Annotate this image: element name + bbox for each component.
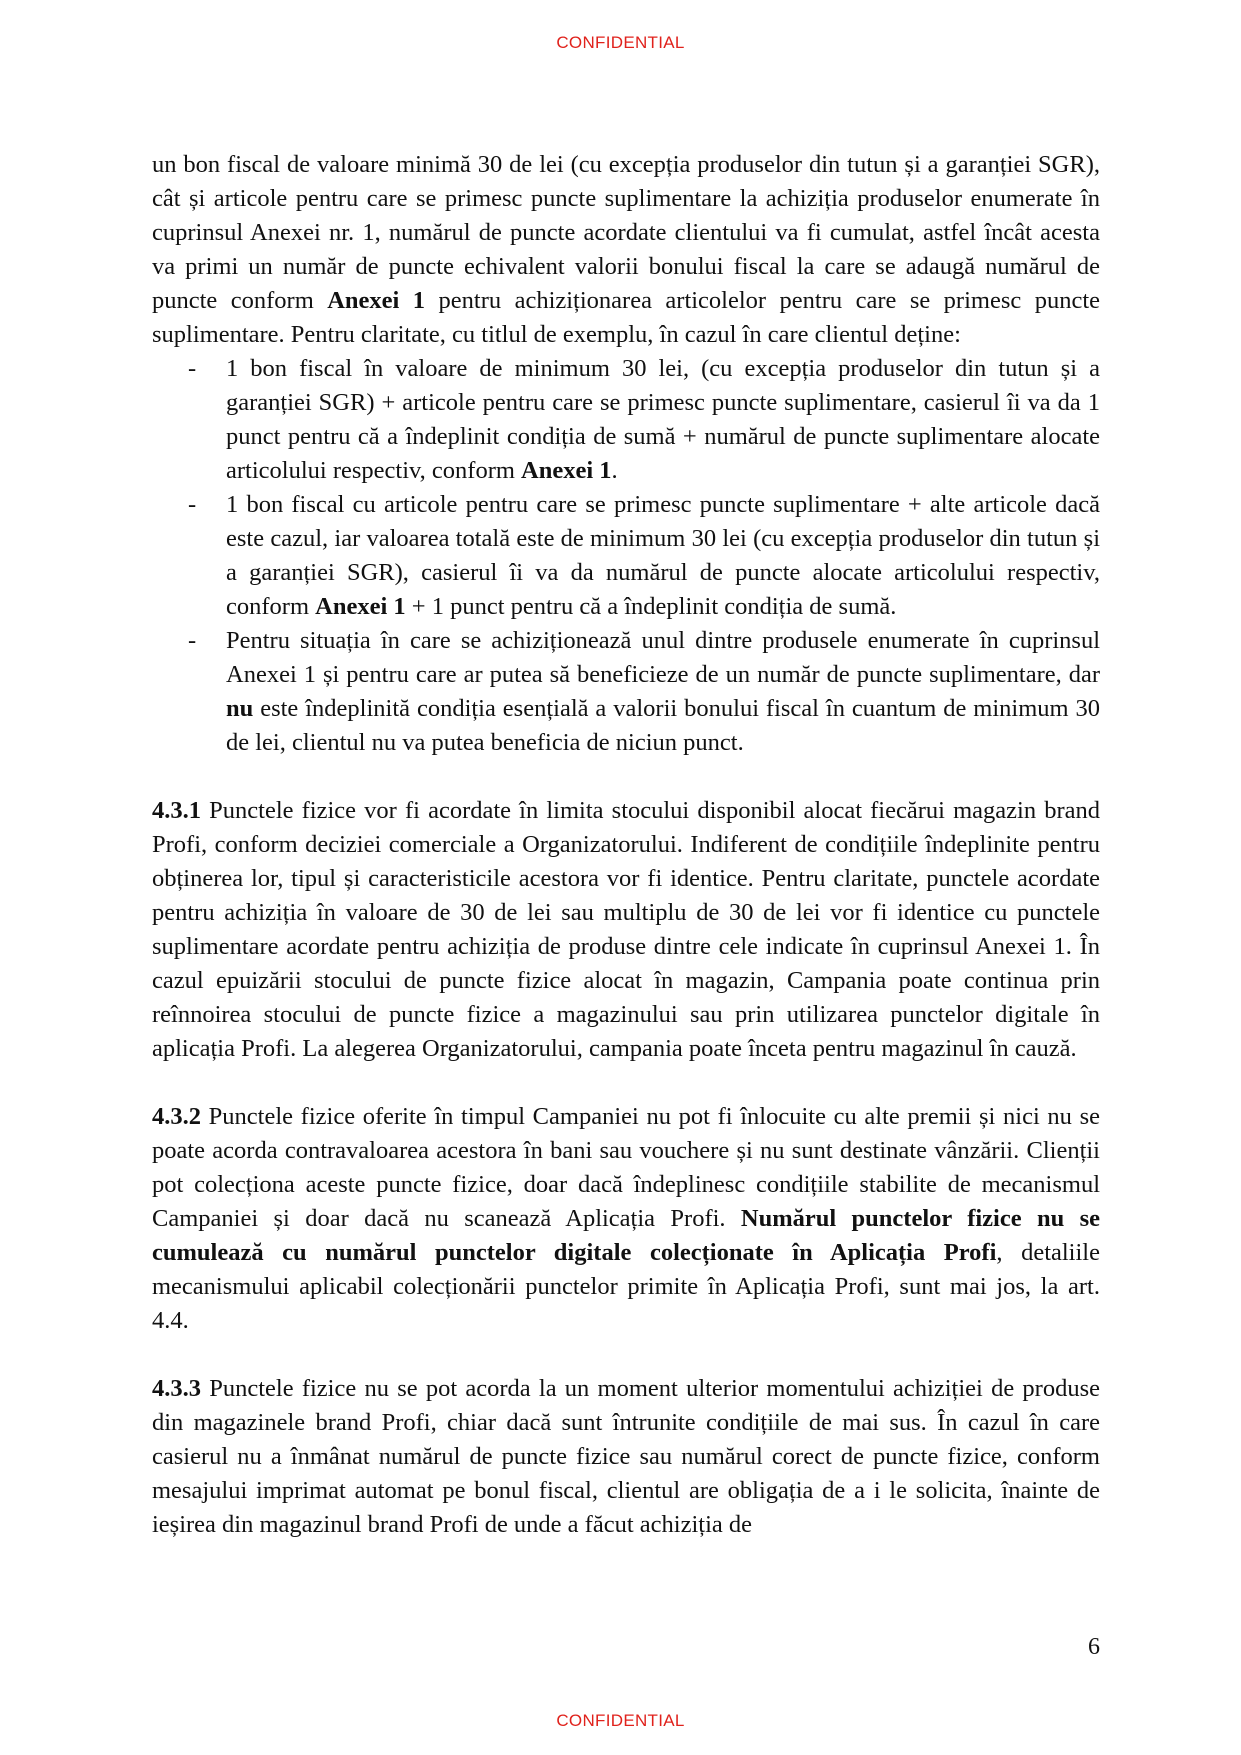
intro-text-2: pentru achiziționarea articolelor pentru care se primesc puncte suplimentare. Pentru claritate, cu titlul de exemplu, în cazul în care clientul deține: <box>152 287 1101 348</box>
dash-marker: - <box>188 491 197 518</box>
list-item-bold: Anexei 1 <box>315 593 406 620</box>
example-list <box>152 352 1100 760</box>
list-item-text-2: este îndeplinită condiția esențială a valorii bonului fiscal în cuantum de minimum 30 de lei, clientul nu va putea beneficia de niciun punct. <box>226 695 1100 756</box>
intro-bold-annex: Anexei 1 <box>327 287 426 314</box>
intro-text-1: un bon fiscal de valoare minimă 30 de lei (cu excepția produselor din tutun și a garanției SGR), cât și articole pentru care se primesc puncte suplimentare la achiziția produselor enumerate în cuprinsul Anexei nr. 1, numărul de puncte acordate clientului va fi cumulat, astfel încât acesta va primi un număr de puncte echivalent valorii bonului fiscal la care se adaugă numărul de puncte conform <box>152 151 1100 314</box>
section-text-1: Punctele fizice oferite în timpul Campaniei nu pot fi înlocuite cu alte premii și nici nu se poate acorda contravaloarea acestora în bani sau vouchere și nu sunt destinate vânzării. Clienții pot colecționa aceste puncte fizice, doar dacă îndeplinesc condițiile stabilite de mecanismul Campaniei și doar dacă nu scanează Aplicația Profi. <box>152 1103 1100 1232</box>
confidential-header: CONFIDENTIAL <box>556 33 685 52</box>
document-body <box>152 148 1100 1542</box>
dash-marker: - <box>188 355 197 382</box>
list-item-text-2: . <box>611 457 618 484</box>
section-bold-text: Numărul punctelor fizice nu se cumulează cu numărul punctelor digitale colecționate în Aplicația Profi <box>152 1205 1100 1266</box>
list-item-bold: Anexei 1 <box>521 457 612 484</box>
list-item-bold: nu <box>226 695 254 722</box>
section-text: Punctele fizice vor fi acordate în limita stocului disponibil alocat fiecărui magazin brand Profi, conform deciziei comerciale a Organizatorului. Indiferent de condițiile îndeplinite pentru obținerea lor, tipul și caracteristicile acestora vor fi identice. Pentru claritate, punctele acordate pentru achiziția în valoare de 30 de lei sau multiplu de 30 de lei vor fi identice cu punctele suplimentare acordate pentru achiziția de produse dintre cele indicate în cuprinsul Anexei 1. În cazul epuizării stocului de puncte fizice alocat în magazin, Campania poate continua prin reînnoirea stocului de puncte fizice a magazinului sau prin utilizarea punctelor digitale în aplicația Profi. La alegerea Organizatorului, campania poate înceta pentru magazinul în cauză. <box>152 797 1100 1062</box>
section-number: 4.3.1 <box>152 797 201 824</box>
list-item-text-1: 1 bon fiscal cu articole pentru care se primesc puncte suplimentare + alte articole dacă este cazul, iar valoarea totală este de minimum 30 lei (cu excepția produselor din tutun și a garanției SGR), casierul îi va da numărul de puncte alocate articolului respectiv, conform <box>226 491 1100 620</box>
section-text: Punctele fizice nu se pot acorda la un moment ulterior momentului achiziției de produse din magazinele brand Profi, chiar dacă sunt întrunite condițiile de mai sus. În cazul în care casierul nu a înmânat numărul de puncte fizice sau numărul corect de puncte fizice, conform mesajului imprimat automat pe bonul fiscal, clientul are obligația de a i le solicita, înainte de ieșirea din magazinul brand Profi de unde a făcut achiziția de <box>152 1375 1100 1538</box>
list-item-text-1: 1 bon fiscal în valoare de minimum 30 lei, (cu excepția produselor din tutun și a garanției SGR) + articole pentru care se primesc puncte suplimentare, casierul îi va da 1 punct pentru că a îndeplinit condiția de sumă + numărul de puncte suplimentare alocate articolului respectiv, conform <box>226 355 1100 484</box>
list-item <box>152 352 1100 488</box>
section-text-2: , detaliile mecanismului aplicabil colecționării punctelor primite în Aplicația Profi, sunt mai jos, la art. 4.4. <box>152 1239 1100 1334</box>
intro-paragraph <box>152 148 1100 352</box>
section-4-3-1 <box>152 794 1100 1066</box>
list-item-text-2: + 1 punct pentru că a îndeplinit condiția de sumă. <box>405 593 897 620</box>
page-number: 6 <box>1088 1634 1100 1660</box>
section-number: 4.3.2 <box>152 1103 201 1130</box>
list-item-text-1: Pentru situația în care se achiziționează unul dintre produsele enumerate în cuprinsul Anexei 1 și pentru care ar putea să beneficieze de un număr de puncte suplimentare, dar <box>226 627 1100 688</box>
section-4-3-2 <box>152 1100 1100 1338</box>
list-item <box>152 488 1100 624</box>
section-number: 4.3.3 <box>152 1375 201 1402</box>
confidential-footer: CONFIDENTIAL <box>556 1711 685 1730</box>
list-item <box>152 624 1100 760</box>
section-4-3-3 <box>152 1372 1100 1542</box>
dash-marker: - <box>188 627 197 654</box>
